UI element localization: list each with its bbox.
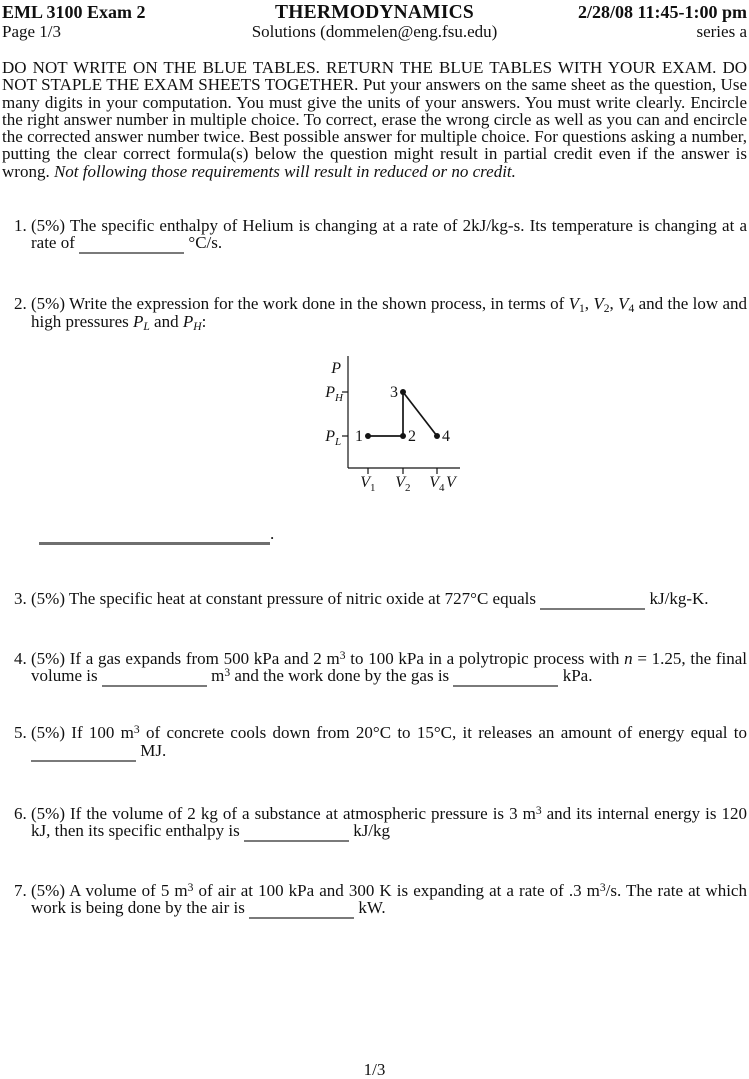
v-axis-label: V — [446, 473, 456, 491]
math-var: n — [624, 648, 633, 668]
math-var: P — [132, 311, 144, 331]
question-4 — [14, 650, 747, 687]
text-segment: , — [584, 294, 594, 314]
math-var: V — [568, 294, 579, 314]
v4-tick-sub: 4 — [439, 481, 445, 494]
ph-tick-label: P — [325, 383, 335, 401]
question-text — [31, 724, 747, 761]
course-code: EML 3100 Exam 2 — [2, 2, 146, 22]
instructions-emphasis: Not following those requirements will result in reduced or no credit. — [53, 161, 516, 181]
text-segment: (5%) The specific enthalpy of Helium is changing at a rate of 2kJ/kg-s. Its temperature is changing at a rate of — [31, 216, 747, 253]
answer-blank — [79, 242, 184, 254]
text-segment: : — [201, 311, 207, 331]
question-6 — [14, 805, 747, 842]
pl-tick-label: P — [325, 427, 335, 445]
exam-header — [0, 0, 749, 41]
question-number: 6. — [14, 803, 27, 823]
page-number: 1/3 — [363, 1059, 386, 1079]
math-sup: 3 — [187, 880, 194, 894]
question-5 — [14, 724, 747, 761]
text-segment: and — [149, 311, 183, 331]
state-label-4: 4 — [442, 427, 450, 445]
answer-blank — [244, 830, 349, 842]
ph-tick-sub: H — [335, 391, 343, 404]
question-number: 2. — [14, 294, 27, 314]
text-segment: /s. The rate at which work is being done by the air is — [31, 880, 747, 918]
series-label: series a — [696, 21, 747, 41]
math-sup: 3 — [599, 880, 606, 894]
math-var: P — [182, 311, 194, 331]
text-segment: to 100 kPa in a polytropic process with — [345, 648, 625, 668]
question-text — [31, 295, 747, 545]
p-axis-label: P — [331, 359, 341, 377]
instructions-text: DO NOT WRITE ON THE BLUE TABLES. RETURN THE BLUE TABLES WITH YOUR EXAM. DO NOT STAPLE THE EXAM SHEETS TOGETHER. Put your answers on the same sheet as the question, Use many digits in your computation. You must give the units of your answers. You must write clearly. Encircle the right answer number in multiple choice. To correct, erase the wrong circle as well as you can and encircle the corrected answer number twice. Best possible answer for multiple choice. For questions asking a number, putting the clear correct formula(s) below the question might result in partial credit even if the answer is wrong. — [2, 58, 747, 181]
v2-tick-label: V — [395, 473, 405, 491]
answer-blank — [249, 907, 354, 919]
math-sub: H — [193, 319, 202, 333]
instructions-paragraph — [2, 59, 747, 180]
answer-blank — [31, 750, 136, 762]
question-number: 5. — [14, 723, 27, 743]
question-text — [31, 650, 747, 687]
question-number: 7. — [14, 880, 27, 900]
math-sup: 3 — [339, 648, 346, 662]
answer-blank — [453, 675, 558, 687]
pl-tick-sub: L — [335, 435, 342, 448]
question-2 — [14, 295, 747, 545]
question-text — [31, 805, 747, 842]
math-sup: 3 — [133, 723, 140, 737]
state-point-2 — [400, 433, 406, 439]
math-sub: 1 — [578, 302, 585, 316]
text-segment: kW. — [354, 898, 386, 918]
text-segment: (5%) If the volume of 2 kg of a substance at atmospheric pressure is 3 m — [31, 803, 536, 823]
question-number: 1. — [14, 216, 27, 236]
text-segment: of air at 100 kPa and 300 K is expanding at a rate of .3 m — [193, 880, 600, 900]
math-var: V — [593, 294, 604, 314]
text-segment: of concrete cools down from 20°C to 15°C, it releases an amount of energy equal to — [139, 723, 748, 743]
state-point-1 — [365, 433, 371, 439]
page-label: Page 1/3 — [2, 21, 62, 41]
question-number: 3. — [14, 588, 27, 608]
state-point-3 — [400, 389, 406, 395]
text-segment: and the low and high pressures — [31, 294, 748, 331]
q2-answer-line — [39, 525, 747, 545]
exam-title: THERMODYNAMICS — [275, 2, 474, 23]
pv-diagram-figure — [295, 352, 747, 498]
question-3 — [14, 590, 747, 610]
text-segment: = 1.25, the final volume is — [31, 648, 747, 686]
text-segment: kPa. — [558, 666, 593, 686]
pv-diagram-svg — [295, 352, 465, 498]
text-segment: kJ/kg-K. — [645, 588, 709, 608]
v1-tick-sub: 1 — [370, 481, 376, 494]
question-7 — [14, 882, 747, 919]
text-segment: °C/s. — [184, 233, 223, 253]
text-segment: kJ/kg — [348, 820, 391, 840]
text-segment: MJ. — [136, 740, 167, 760]
math-sub: L — [143, 319, 150, 333]
math-sub: 2 — [603, 302, 610, 316]
state-label-1: 1 — [355, 427, 363, 445]
answer-blank — [540, 598, 645, 610]
state-label-3: 3 — [390, 383, 398, 401]
question-text — [31, 882, 747, 919]
answer-blank — [39, 532, 270, 545]
question-number: 4. — [14, 648, 27, 668]
exam-subtitle: Solutions (dommelen@eng.fsu.edu) — [251, 21, 498, 41]
text-segment: and the work done by the gas is — [230, 666, 454, 686]
math-sup: 3 — [535, 803, 542, 817]
text-segment: , — [609, 294, 619, 314]
question-1 — [14, 217, 747, 254]
question-text — [31, 217, 747, 254]
v2-tick-sub: 2 — [405, 481, 411, 494]
v4-tick-label: V — [429, 473, 439, 491]
text-segment: (5%) Write the expression for the work done in the shown process, in terms of — [31, 294, 569, 314]
text-segment: (5%) The specific heat at constant pressure of nitric oxide at 727°C equals — [31, 588, 541, 608]
answer-blank — [102, 675, 207, 687]
state-label-2: 2 — [408, 427, 416, 445]
math-sub: 4 — [628, 302, 635, 316]
math-sup: 3 — [224, 666, 231, 680]
text-segment: and its internal energy is 120 kJ, then its specific enthalpy is — [31, 803, 747, 840]
v1-tick-label: V — [360, 473, 370, 491]
state-point-4 — [434, 433, 440, 439]
exam-datetime: 2/28/08 11:45-1:00 pm — [578, 2, 747, 22]
question-text — [31, 590, 747, 610]
answer-suffix: . — [270, 523, 275, 543]
text-segment: (5%) If a gas expands from 500 kPa and 2 m — [31, 648, 340, 668]
math-var: V — [618, 294, 629, 314]
text-segment: (5%) If 100 m — [31, 723, 134, 743]
text-segment: (5%) A volume of 5 m — [31, 880, 188, 900]
text-segment: m — [206, 666, 225, 686]
